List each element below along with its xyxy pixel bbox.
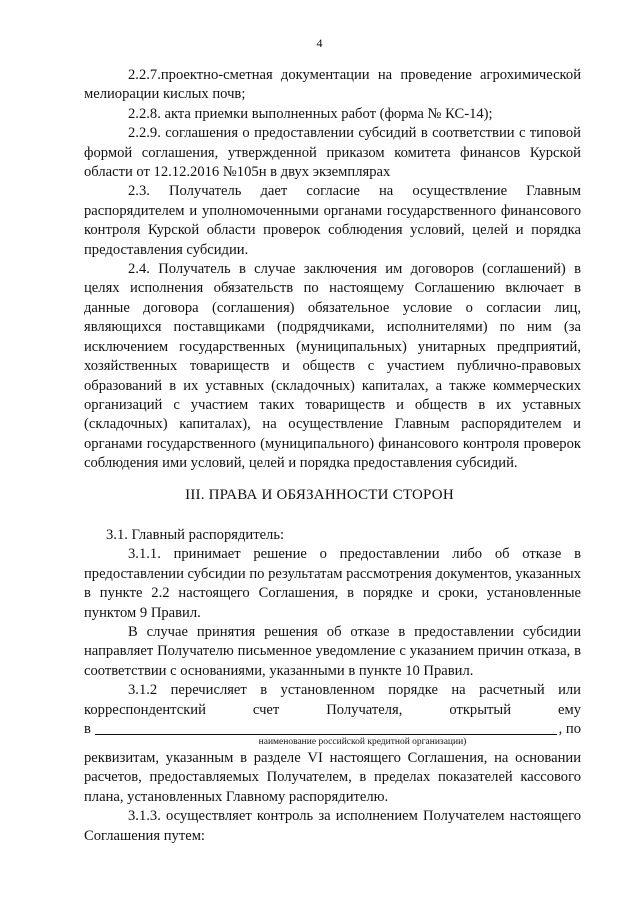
upper-text-block <box>84 66 581 474</box>
bank-line-prefix: в <box>84 720 91 737</box>
paragraph-2-2-7: 2.2.7.проектно-сметная документации на проведение агрохимической мелиорации кислых почв; <box>84 67 581 103</box>
paragraph-2-2-8: 2.2.8. акта приемки выполненных работ (форма № КС-14); <box>128 105 493 122</box>
paragraph-3-1-1-refusal: В случае принятия решения об отказе в предоставлении субсидии направляет Получателю письменное уведомление с указанием причин отказа, в соответствии с основаниями, указанными в пункте 10 Правил. <box>84 624 581 679</box>
paragraph-3-1: 3.1. Главный распорядитель: <box>106 527 285 543</box>
paragraph-2-4: 2.4. Получатель в случае заключения им договоров (соглашений) в целях исполнения обязательств по настоящему Соглашению включает в данные договора (соглашения) обязательное условие о согласии лиц, являющихся поставщиками (подрядчиками, исполнителями) по ним (за исключением государственных (муниципальных) унитарных предприятий, хозяйственных товариществ и обществ с участием публично-правовых образований в их уставных (складочных) капиталах, а также коммерческих организаций с участием таких товариществ и обществ в их уставных (складочных) капиталах), на осуществление Главным распорядителем и органами государственного (муниципального) финансового контроля проверок соблюдения ими условий, целей и порядка предоставления субсидий. <box>84 261 581 472</box>
bank-name-caption: наименование российской кредитной организации) <box>258 737 467 748</box>
paragraph-2-3: 2.3. Получатель дает согласие на осуществление Главным распорядителем и уполномоченными органами государственного финансового контроля Курской области проверок соблюдения условий, целей и порядка предоставления субсидии. <box>84 183 581 258</box>
bank-line-suffix: , по <box>558 720 581 737</box>
section-title: III. ПРАВА И ОБЯЗАННОСТИ СТОРОН <box>185 487 454 503</box>
paragraph-3-1-2-continued: реквизитам, указанным в разделе VI настоящего Соглашения, на основании расчетов, предоставляемых Получателем, в пределах показателей кассового плана, установленных Главному распорядителю. <box>84 750 581 805</box>
paragraph-3-1-2: 3.1.2 перечисляет в установленном порядке на расчетный или корреспондентский счет Получателя, открытый ему <box>84 682 581 718</box>
bank-name-blank <box>95 734 557 735</box>
paragraph-3-1-3: 3.1.3. осуществляет контроль за исполнением Получателем настоящего Соглашения путем: <box>84 808 581 844</box>
paragraph-3-1-1: 3.1.1. принимает решение о предоставлении либо об отказе в предоставлении субсидии по результатам рассмотрения документов, указанных в пункте 2.2 настоящего Соглашения, в порядке и сроки, установленные пунктом 9 Правил. <box>84 546 581 621</box>
paragraph-2-2-9: 2.2.9. соглашения о предоставлении субсидий в соответствии с типовой формой соглашения, утвержденной приказом комитета финансов Курской области от 12.12.2016 №105н в двух экземплярах <box>84 125 581 181</box>
page-number: 4 <box>316 36 323 50</box>
lower-text-block <box>84 526 581 846</box>
